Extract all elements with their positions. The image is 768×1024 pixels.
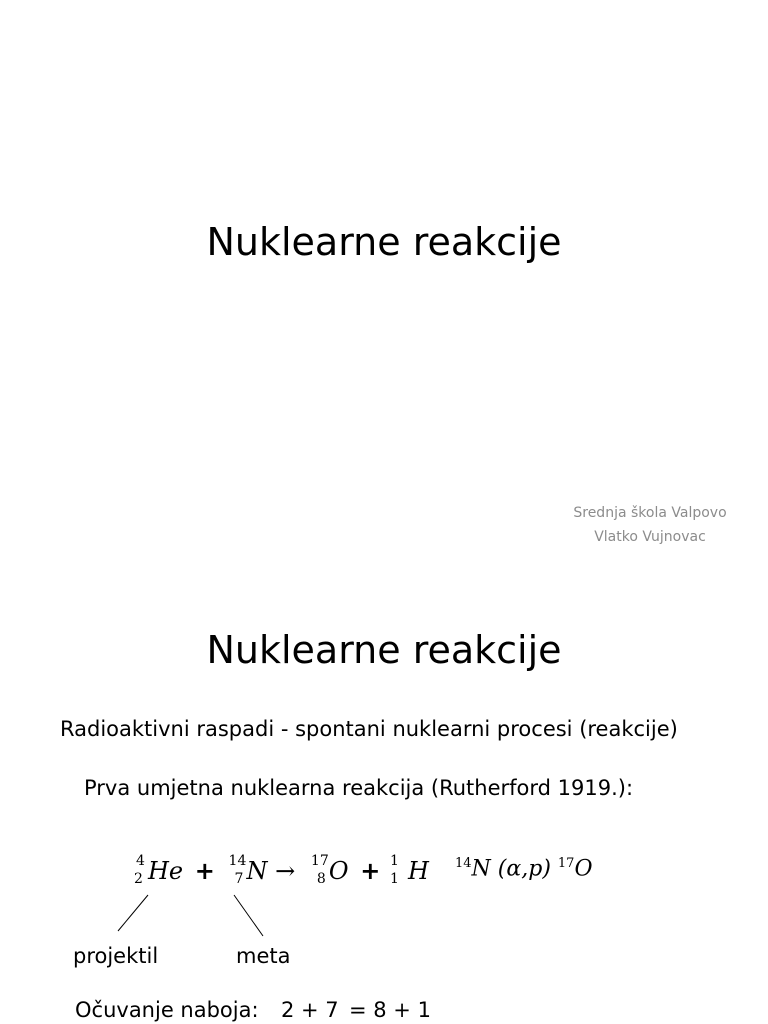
projectile-label: projektil	[73, 944, 159, 968]
slide1-title: Nuklearne reakcije	[206, 220, 562, 264]
reaction-arrow: →	[275, 857, 296, 885]
short-o-symbol: O	[574, 856, 593, 882]
target-pointer-line	[234, 895, 263, 936]
author-school: Srednja škola Valpovo	[573, 505, 727, 521]
h-mass-number: 1	[390, 853, 399, 869]
o-charge-number: 8	[316, 871, 326, 887]
o-mass-number: 17	[310, 853, 329, 869]
n-symbol: N	[246, 857, 268, 885]
author-name: Vlatko Vujnovac	[594, 529, 706, 545]
h-symbol: H	[408, 857, 429, 885]
short-o-mass: 17	[557, 856, 575, 871]
h-charge-number: 1	[390, 871, 399, 887]
short-notation	[455, 856, 593, 881]
slide2-title: Nuklearne reakcije	[206, 628, 562, 672]
o-symbol: O	[328, 857, 349, 885]
charge-conservation-label: Očuvanje naboja:	[75, 998, 259, 1022]
nitrogen-nucleus	[228, 853, 268, 887]
he-symbol: He	[148, 857, 184, 885]
helium-nucleus	[132, 853, 184, 887]
short-n-symbol: N	[471, 856, 491, 882]
intro-line: Radioaktivni raspadi - spontani nuklearni procesi (reakcije)	[60, 717, 678, 741]
projectile-pointer-line	[118, 895, 148, 931]
n-charge-number: 7	[234, 871, 244, 887]
hydrogen-nucleus	[388, 853, 429, 887]
short-n-mass: 14	[455, 856, 472, 871]
charge-left-sum: 2 + 7	[281, 998, 339, 1022]
he-charge-number: 2	[134, 871, 143, 887]
plus-sign-1: +	[194, 857, 215, 885]
reaction-equation	[132, 853, 429, 887]
he-mass-number: 4	[136, 853, 145, 869]
short-reaction: (α,p)	[497, 856, 551, 882]
n-mass-number: 14	[228, 853, 247, 869]
plus-sign-2: +	[360, 857, 381, 885]
oxygen-nucleus	[310, 853, 349, 887]
charge-right-sum: = 8 + 1	[349, 998, 431, 1022]
rutherford-line: Prva umjetna nuklearna reakcija (Rutherford 1919.):	[84, 776, 634, 800]
target-label: meta	[236, 944, 291, 968]
